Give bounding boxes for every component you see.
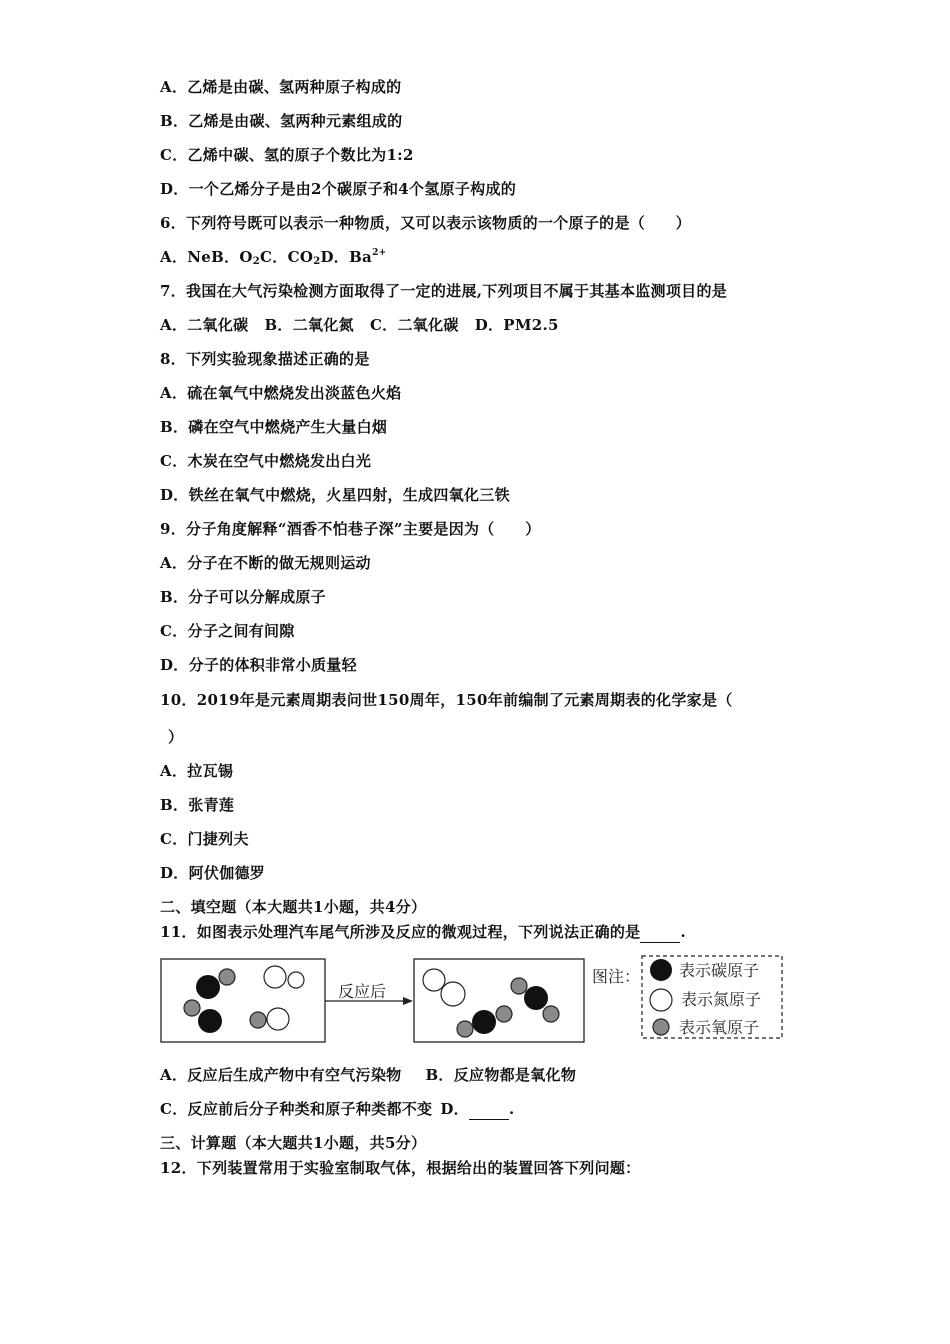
legend-nitrogen-icon (650, 989, 672, 1011)
q10-option-d: D．阿伏伽德罗 (160, 864, 266, 882)
reaction-arrow-head (403, 997, 413, 1005)
oxygen-atom (543, 1006, 559, 1022)
reaction-figure (158, 952, 788, 1044)
q9-option-b: B．分子可以分解成原子 (160, 588, 326, 606)
q8-option-b: B．磷在空气中燃烧产生大量白烟 (160, 418, 388, 436)
q11-options-ab: A．反应后生成产物中有空气污染物 B．反应物都是氧化物 (160, 1066, 577, 1084)
legend-oxygen-icon (653, 1019, 669, 1035)
q8-stem: 8．下列实验现象描述正确的是 (160, 350, 370, 368)
q9-option-d: D．分子的体积非常小质量轻 (160, 656, 357, 674)
q11-stem: 11．如图表示处理汽车尾气所涉及反应的微观过程，下列说法正确的是 . (160, 923, 687, 941)
oxygen-atom (457, 1021, 473, 1037)
q10-option-b: B．张青莲 (160, 796, 235, 814)
legend-title: 图注： (592, 967, 641, 986)
q6-options: A．NeB．$O_2C$．$CO_2D$．$Ba^{2+}$ (160, 248, 387, 267)
carbon-atom (196, 975, 220, 999)
q5-option-d: D．一个乙烯分子是由2个碳原子和4个氢原子构成的 (160, 180, 517, 198)
q5-option-a: A．乙烯是由碳、氢两种原子构成的 (160, 78, 402, 96)
oxygen-atom (496, 1006, 512, 1022)
carbon-atom (472, 1010, 496, 1034)
q11-answer-blank (640, 922, 680, 943)
oxygen-atom (250, 1012, 266, 1028)
q11-options-cd: C．反应前后分子种类和原子种类都不变 D． . (160, 1100, 515, 1118)
oxygen-atom (219, 969, 235, 985)
legend-carbon-icon (650, 959, 672, 981)
q8-option-a: A．硫在氧气中燃烧发出淡蓝色火焰 (160, 384, 402, 402)
q12-stem: 12．下列装置常用于实验室制取气体，根据给出的装置回答下列问题： (160, 1159, 641, 1177)
q8-option-d: D．铁丝在氧气中燃烧，火星四射，生成四氧化三铁 (160, 486, 510, 504)
reactants-box (161, 959, 325, 1042)
q5-option-b: B．乙烯是由碳、氢两种元素组成的 (160, 112, 403, 130)
oxygen-atom (184, 1000, 200, 1016)
q7-options: A．二氧化碳 B．二氧化氮 C．二氧化碳 D．PM2.5 (160, 316, 559, 334)
nitrogen-atom (423, 969, 445, 991)
q10-stem-close: ） (168, 728, 184, 746)
nitrogen-atom (267, 1008, 289, 1030)
arrow-label: 反应后 (338, 982, 387, 1001)
q5-option-c: C．乙烯中碳、氢的原子个数比为1:2 (160, 146, 414, 164)
q10-option-a: A．拉瓦锡 (160, 762, 234, 780)
legend-nitrogen-label: 表示氮原子 (681, 990, 762, 1009)
q10-stem: 10．2019年是元素周期表问世150周年，150年前编制了元素周期表的化学家是（ (160, 691, 733, 709)
q8-option-c: C．木炭在空气中燃烧发出白光 (160, 452, 372, 470)
q11-option-d-blank (469, 1099, 509, 1120)
q9-stem: 9．分子角度解释“酒香不怕巷子深”主要是因为（ ） (160, 520, 541, 538)
section-heading-calculation: 三、计算题（本大题共1小题，共5分） (160, 1134, 427, 1152)
legend-oxygen-label: 表示氧原子 (679, 1018, 760, 1037)
q9-option-c: C．分子之间有间隙 (160, 622, 295, 640)
oxygen-atom (511, 978, 527, 994)
q6-stem: 6．下列符号既可以表示一种物质，又可以表示该物质的一个原子的是（ ） (160, 214, 691, 232)
nitrogen-atom (264, 966, 286, 988)
nitrogen-atom (288, 972, 304, 988)
nitrogen-atom (441, 982, 465, 1006)
q9-option-a: A．分子在不断的做无规则运动 (160, 554, 371, 572)
legend-carbon-label: 表示碳原子 (679, 961, 760, 980)
carbon-atom (524, 986, 548, 1010)
carbon-atom (198, 1009, 222, 1033)
q10-option-c: C．门捷列夫 (160, 830, 249, 848)
q7-stem: 7．我国在大气污染检测方面取得了一定的进展,下列项目不属于其基本监测项目的是 (160, 282, 728, 300)
section-heading-fill-in: 二、填空题（本大题共1小题，共4分） (160, 898, 427, 916)
